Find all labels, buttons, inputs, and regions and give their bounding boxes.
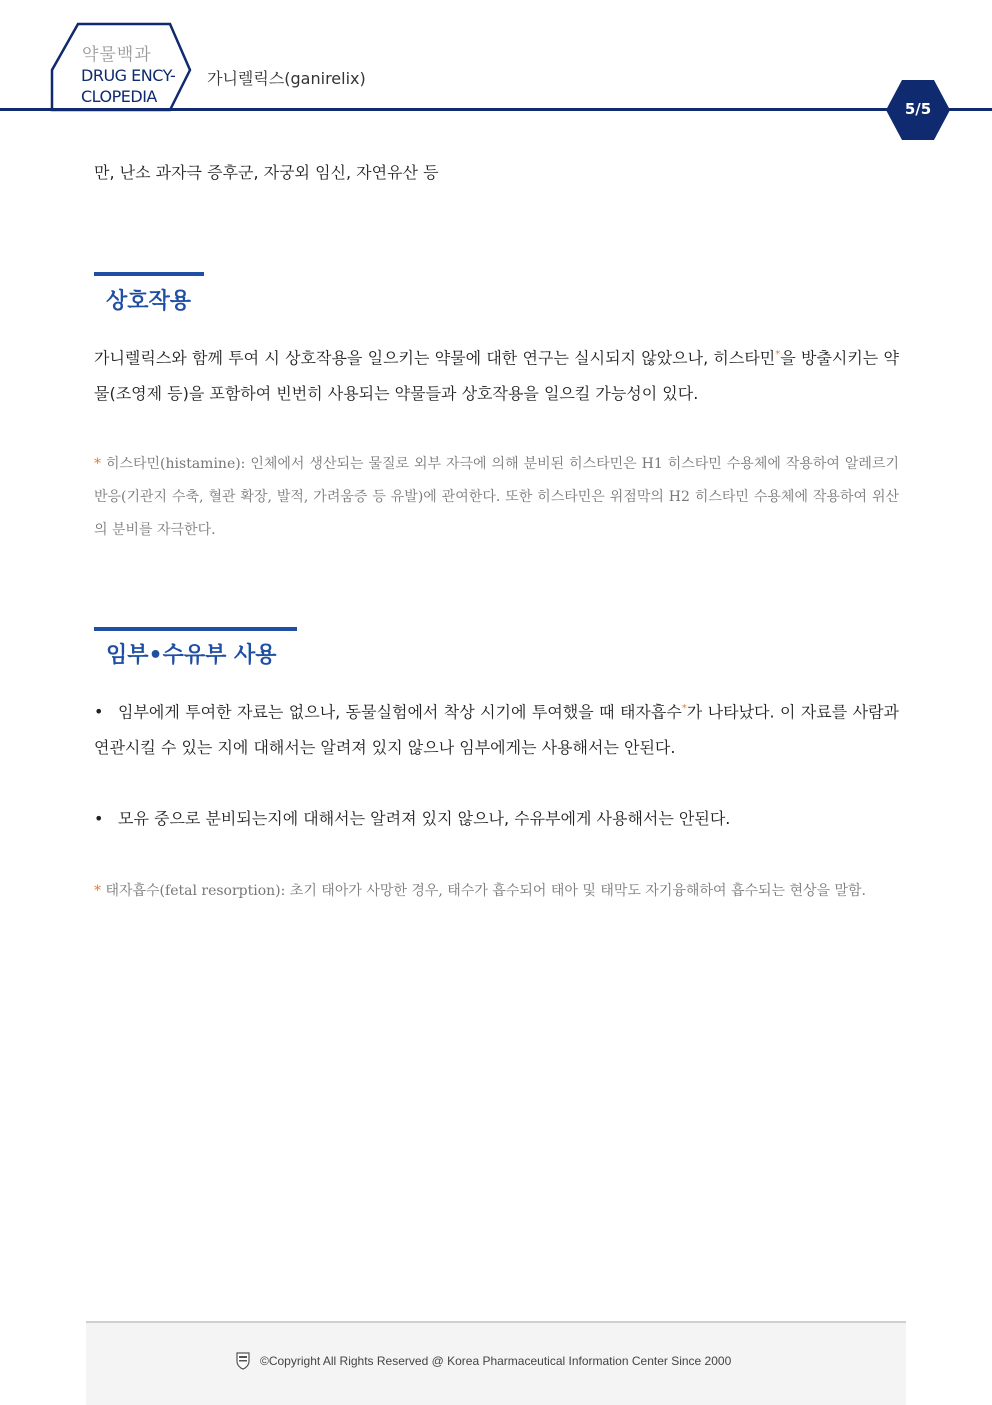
pregnancy-text-1: 임부에게 투여한 자료는 없으나, 동물실험에서 착상 시기에 투여했을 때 태자흡수 <box>118 702 682 722</box>
bullet-symbol: • <box>94 702 104 722</box>
histamine-footnote-text: 히스타민(histamine): 인체에서 생산되는 물질로 외부 자극에 의해 분비된 히스타민은 H1 히스타민 수용체에 작용하여 알레르기 반응(기관지 수축, 혈관 확장, 발적, 가려움증 등 유발)에 관여한다. 또한 히스타민은 위점막의 H2 히스타민 수용체에 작용하여 위산의 분비를 자극한다. <box>94 456 899 538</box>
page-number: 5/5 <box>904 100 932 118</box>
continuation-text: 만, 난소 과자극 증후군, 자궁외 임신, 자연유산 등 <box>94 163 439 182</box>
bullet-symbol: • <box>94 809 104 828</box>
footnote-marker: * <box>775 349 781 360</box>
pregnancy-bullet-1 <box>94 691 899 766</box>
histamine-footnote <box>94 448 899 547</box>
footnote-marker: * <box>681 703 687 714</box>
section-title-interactions: 상호작용 <box>106 289 192 314</box>
section-bar-interactions <box>94 272 204 276</box>
pregnancy-text-2: 가 나타났다. 이 자료를 사람과 연관시킬 수 있는 지에 대해서는 알려져 있지 않으나 임부에게는 사용해서는 안된다. <box>94 702 899 758</box>
copyright-text: ©Copyright All Rights Reserved @ Korea Pharmaceutical Information Center Since 2000 <box>260 1354 732 1368</box>
lactation-text: 모유 중으로 분비되는지에 대해서는 알려져 있지 않으나, 수유부에게 사용해서는 안된다. <box>118 809 731 828</box>
fetal-resorption-footnote-text: 태자흡수(fetal resorption): 초기 태아가 사망한 경우, 태수가 흡수되어 태아 및 태막도 자기융해하여 흡수되는 현상을 말함. <box>101 883 867 899</box>
shield-crest-icon <box>236 1352 250 1370</box>
interactions-text-1: 가니렐릭스와 함께 투여 시 상호작용을 일으키는 약물에 대한 연구는 실시되지 않았으나, 히스타민 <box>94 348 776 368</box>
interactions-text-2: 을 방출시키는 약물(조영제 등)을 포함하여 빈번히 사용되는 약물들과 상호작용을 일으킬 가능성이 있다. <box>94 348 899 404</box>
logo-english-line2: CLOPEDIA <box>81 87 157 106</box>
section-bar-pregnancy <box>94 627 297 631</box>
footnote-star: * <box>94 456 101 472</box>
logo-english-line1: DRUG ENCY- <box>81 66 176 85</box>
logo-korean: 약물백과 <box>82 45 152 65</box>
document-title: 가니렐릭스(ganirelix) <box>207 69 366 88</box>
interactions-paragraph <box>94 337 899 412</box>
footnote-star: * <box>94 883 101 899</box>
section-title-pregnancy: 임부•수유부 사용 <box>106 643 277 668</box>
header-rule <box>0 108 992 111</box>
pregnancy-bullet-2 <box>94 801 899 837</box>
fetal-resorption-footnote <box>94 875 899 908</box>
